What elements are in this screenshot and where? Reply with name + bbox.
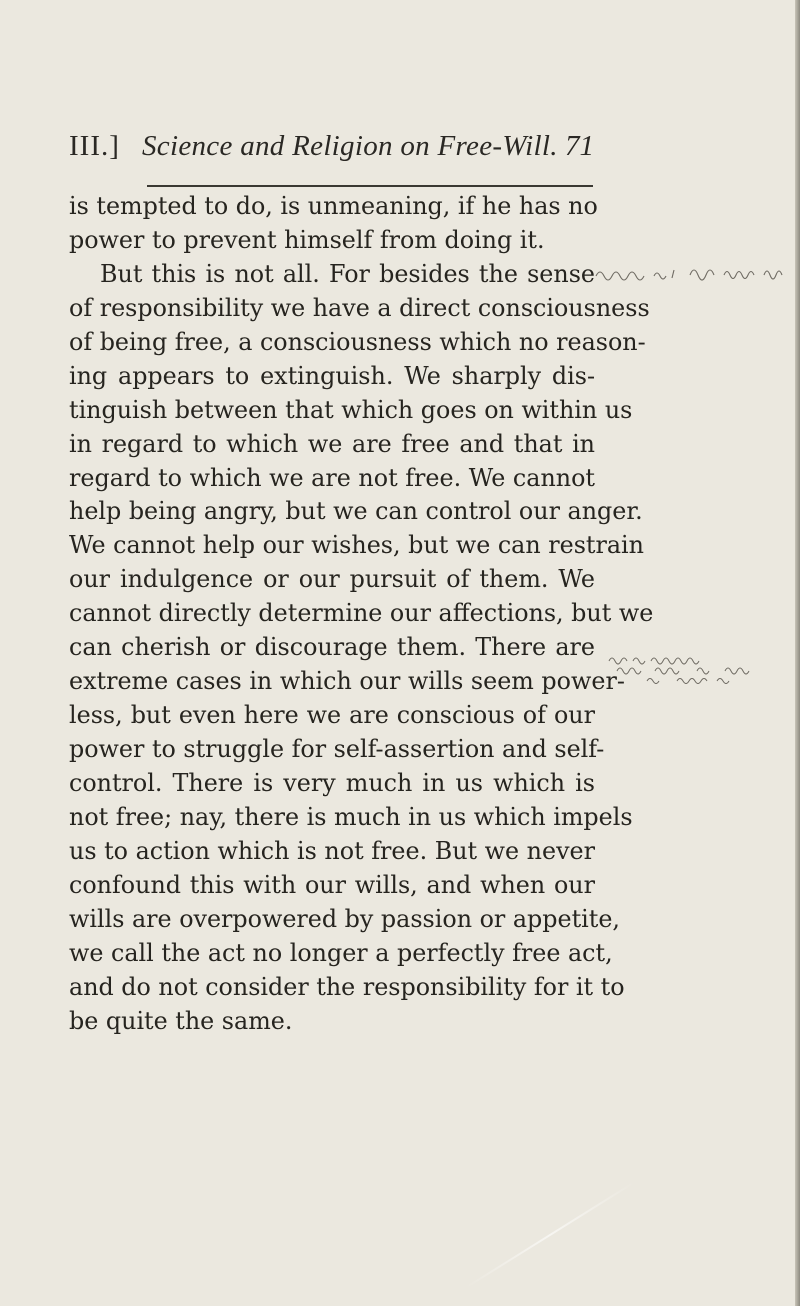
- header-rule: [147, 185, 593, 187]
- text-line: extreme cases in which our wills seem power-: [69, 667, 625, 696]
- text-line: can cherish or discourage them. There are: [69, 633, 595, 662]
- text-line: regard to which we are not free. We cannot: [69, 463, 595, 492]
- chapter-number: III.]: [69, 130, 120, 162]
- text-line: of being free, a consciousness which no reason-: [69, 327, 646, 356]
- text-line: We cannot help our wishes, but we can restrain: [69, 531, 644, 560]
- text-line: is tempted to do, is unmeaning, if he has no: [69, 192, 598, 220]
- text-line: control. There is very much in us which is: [69, 768, 595, 797]
- text-line: But this is not all. For besides the sense: [100, 259, 595, 288]
- text-line: not free; nay, there is much in us which impels: [69, 802, 633, 831]
- text-line: us to action which is not free. But we never: [69, 836, 595, 865]
- text-line: our indulgence or our pursuit of them. We: [69, 565, 595, 594]
- text-line: and do not consider the responsibility for it to: [69, 972, 625, 1001]
- text-line: be quite the same.: [69, 1006, 293, 1035]
- page-number: 71: [565, 130, 594, 162]
- handwritten-annotation: [607, 651, 797, 685]
- text-line: tinguish between that which goes on within us: [69, 395, 633, 424]
- text-line: less, but even here we are conscious of our: [69, 701, 595, 730]
- text-line: cannot directly determine our affections, but we: [69, 599, 654, 628]
- paper-fold-mark: [465, 1181, 636, 1289]
- text-line: confound this with our wills, and when our: [69, 870, 595, 899]
- text-line: in regard to which we are free and that in: [69, 429, 595, 458]
- text-line: help being angry, but we can control our anger.: [69, 497, 643, 526]
- text-line: power to struggle for self-assertion and self-: [69, 735, 605, 763]
- text-line: ing appears to extinguish. We sharply dis-: [69, 361, 595, 390]
- text-line: wills are overpowered by passion or appetite,: [69, 904, 620, 933]
- running-title: Science and Religion on Free-Will.: [142, 130, 558, 162]
- text-line: power to prevent himself from doing it.: [69, 225, 545, 254]
- handwritten-annotation: [594, 262, 794, 284]
- text-line: of responsibility we have a direct consciousness: [69, 293, 650, 322]
- body-text: [69, 190, 654, 1038]
- text-line: we call the act no longer a perfectly free act,: [69, 938, 613, 967]
